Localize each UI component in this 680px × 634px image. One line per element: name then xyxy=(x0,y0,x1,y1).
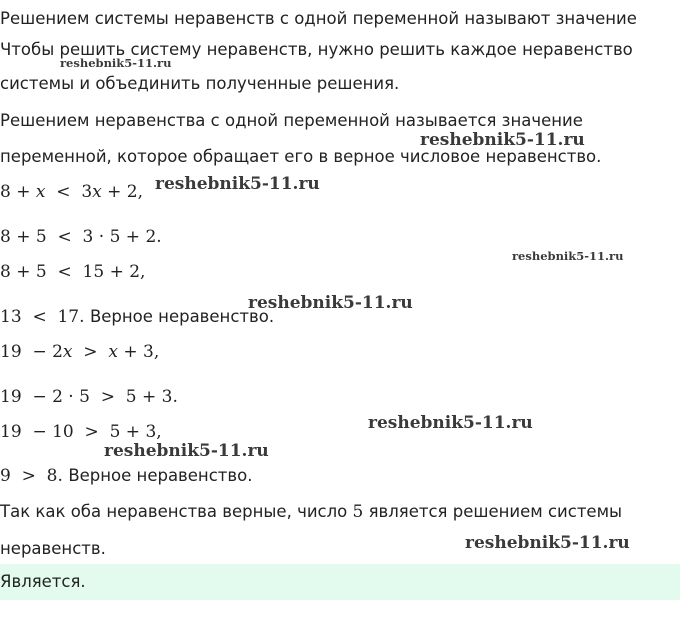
verdict-1: Верное неравенство. xyxy=(89,307,275,326)
watermark: reshebnik5-11.ru xyxy=(155,174,320,194)
math-line-b4: 9 > 8. Верное неравенство. xyxy=(0,466,253,486)
math-line-a2: 8 + 5 < 3 · 5 + 2. xyxy=(0,227,162,247)
p1: Решением системы неравенств с одной переменной называют значение xyxy=(0,9,637,28)
answer-text: Является. xyxy=(0,572,86,591)
math-line-a3: 8 + 5 < 15 + 2, xyxy=(0,262,146,282)
math-line-b2: 19 − 2 · 5 > 5 + 3. xyxy=(0,387,178,407)
watermark: reshebnik5-11.ru xyxy=(420,130,585,150)
watermark: reshebnik5-11.ru xyxy=(104,441,269,461)
math-line-a4: 13 < 17. Верное неравенство. xyxy=(0,307,275,327)
math-line-b3: 19 − 10 > 5 + 3, xyxy=(0,422,162,442)
answer-box xyxy=(0,564,680,600)
p2-line1: Чтобы решить систему неравенств, нужно решить каждое неравенство xyxy=(0,40,633,59)
math-line-b1: 19 − 2x > x + 3, xyxy=(0,342,160,362)
math-line-a1: 8 + x < 3x + 2, xyxy=(0,182,144,202)
p2-line2: системы и объединить полученные решения. xyxy=(0,74,400,93)
watermark: reshebnik5-11.ru xyxy=(248,293,413,313)
conclusion-line1: Так как оба неравенства верные, число 5 является решением системы xyxy=(0,502,623,522)
watermark: reshebnik5-11.ru xyxy=(512,249,624,263)
watermark: reshebnik5-11.ru xyxy=(60,56,172,70)
p3-line1: Решением неравенства с одной переменной называется значение xyxy=(0,111,583,130)
watermark: reshebnik5-11.ru xyxy=(368,413,533,433)
verdict-2: Верное неравенство. xyxy=(68,466,253,485)
p3-line2: переменной, которое обращает его в верное числовое неравенство. xyxy=(0,147,602,166)
watermark: reshebnik5-11.ru xyxy=(465,533,630,553)
conclusion-line2: неравенств. xyxy=(0,539,106,558)
